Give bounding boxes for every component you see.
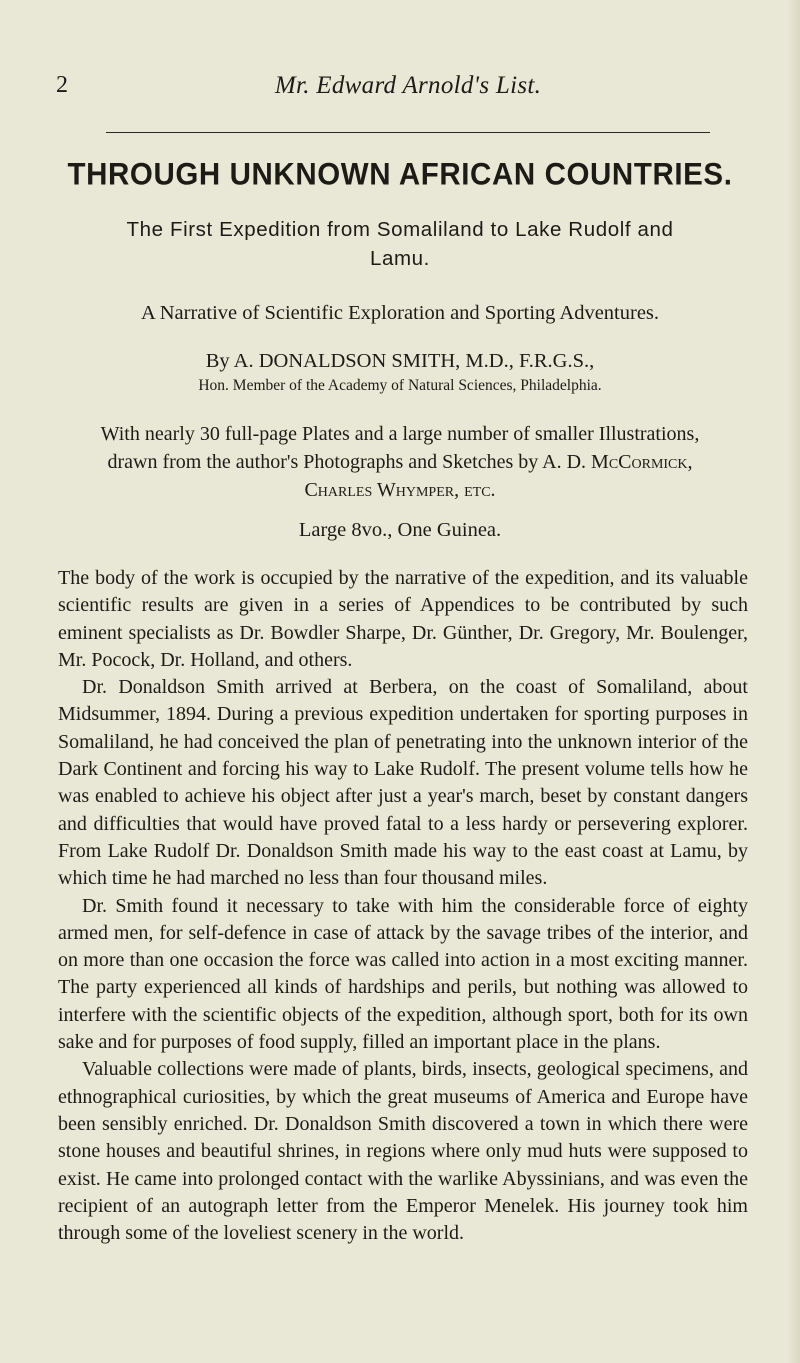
page-number: 2 xyxy=(56,72,68,98)
paragraph: Valuable collections were made of plants, birds, insects, geological specimens, and ethnographical curiosities, by which the great museums of America and Europe have been sensibly enriched. Dr. Donaldson Smith discovered a town in which there were stone houses and beautiful shrines, in regions where only mud huts were supposed to exist. He came into prolonged contact with the warlike Abyssinians, and was even the recipient of an autograph letter from the Emperor Menelek. His journey took him through some of the loveliest scenery in the world. xyxy=(58,1058,748,1245)
book-author: By A. DONALDSON SMITH, M.D., F.R.G.S., xyxy=(205,350,595,372)
illustrations-text: With nearly 30 full-page Plates and a large number of smaller Illustrations, drawn from the author's Photographs and Sketches by A. D. xyxy=(100,423,700,473)
page-edge-shadow xyxy=(788,0,800,1363)
paragraph: Dr. Smith found it necessary to take with him the considerable force of eighty armed men, for self-defence in case of attack by the savage tribes of the interior, and on more than one occasion the force was called into action in a most exciting manner. The party experienced all kinds of hardships and perils, but nothing was allowed to interfere with the scientific objects of the expedition, although sport, both for its own sake and for purposes of food supply, filled an important place in the plans. xyxy=(58,894,748,1054)
book-tagline: A Narrative of Scientific Exploration and Sporting Adventures. xyxy=(140,302,660,324)
book-price: Large 8vo., One Guinea. xyxy=(298,519,502,541)
book-subtitle: The First Expedition from Somaliland to Lake Rudolf and Lamu. xyxy=(126,218,674,270)
description-body xyxy=(58,565,748,1247)
running-head: Mr. Edward Arnold's List. xyxy=(274,72,542,99)
illustrators-names: McCormick, Charles Whymper, etc. xyxy=(304,451,693,501)
illustrations-note xyxy=(90,420,710,504)
paragraph: The body of the work is occupied by the narrative of the expedition, and its valuable scientific results are given in a series of Appendices to be contributed by such eminent specialists as Dr. Bowdler Sharpe, Dr. Günther, Dr. Gregory, Mr. Boulenger, Mr. Pocock, Dr. Holland, and others. xyxy=(58,567,748,671)
book-title: THROUGH UNKNOWN AFRICAN COUNTRIES. xyxy=(67,156,733,193)
header-rule xyxy=(106,132,710,133)
author-affiliation: Hon. Member of the Academy of Natural Sciences, Philadelphia. xyxy=(198,377,602,394)
paragraph: Dr. Donaldson Smith arrived at Berbera, on the coast of Somaliland, about Midsummer, 1894. During a previous expedition undertaken for sporting purposes in Somaliland, he had conceived the plan of penetrating into the unknown interior of the Dark Continent and forcing his way to Lake Rudolf. The present volume tells how he was enabled to achieve his object after just a year's march, beset by constant dangers and difficulties that would have proved fatal to a less hardy or persevering explorer. From Lake Rudolf Dr. Donaldson Smith made his way to the east coast at Lamu, by which time he had marched no less than four thousand miles. xyxy=(58,676,748,890)
page-header xyxy=(56,72,760,132)
